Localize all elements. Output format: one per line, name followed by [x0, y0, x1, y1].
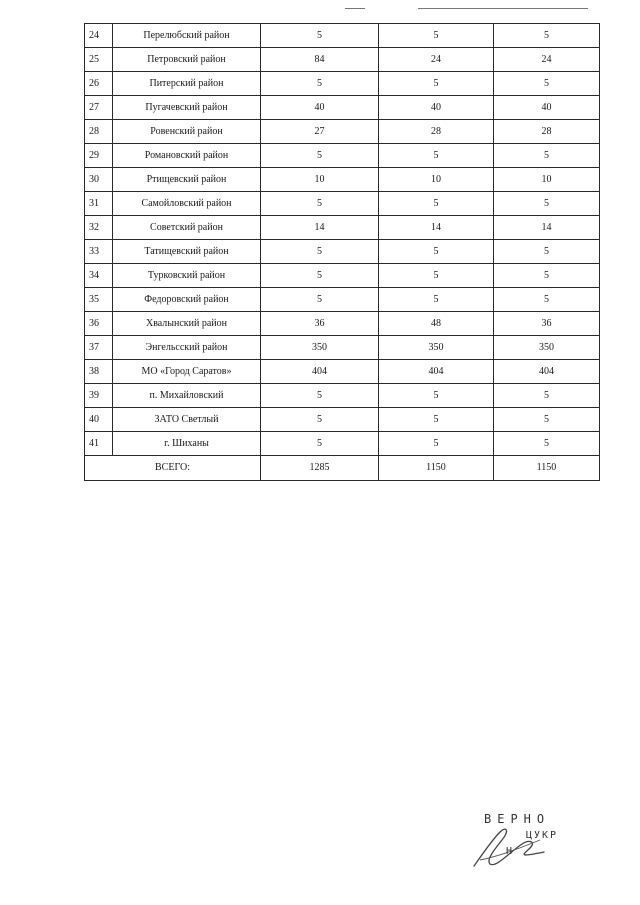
value-col-3: 5 [494, 432, 600, 456]
table-row [85, 288, 600, 312]
value-col-2: 10 [379, 168, 494, 192]
value-col-2: 5 [379, 384, 494, 408]
row-number: 27 [85, 96, 113, 120]
value-col-2: 5 [379, 192, 494, 216]
value-col-3: 10 [494, 168, 600, 192]
value-col-1: 5 [261, 240, 379, 264]
table-row [85, 384, 600, 408]
value-col-3: 24 [494, 48, 600, 72]
district-name: Советский район [113, 216, 261, 240]
value-col-1: 40 [261, 96, 379, 120]
value-col-2: 28 [379, 120, 494, 144]
district-name: г. Шиханы [113, 432, 261, 456]
value-col-2: 350 [379, 336, 494, 360]
table-row [85, 192, 600, 216]
table-row [85, 216, 600, 240]
district-name: МО «Город Саратов» [113, 360, 261, 384]
stamp-verno: ВЕРНО [484, 812, 551, 826]
value-col-1: 5 [261, 432, 379, 456]
value-col-3: 5 [494, 192, 600, 216]
value-col-1: 5 [261, 384, 379, 408]
district-name: п. Михайловский [113, 384, 261, 408]
value-col-2: 24 [379, 48, 494, 72]
value-col-2: 5 [379, 288, 494, 312]
value-col-2: 14 [379, 216, 494, 240]
row-number: 33 [85, 240, 113, 264]
district-name: Питерский район [113, 72, 261, 96]
district-name: ЗАТО Светлый [113, 408, 261, 432]
stamp-line-2: ЦУКР [526, 830, 559, 841]
table-row [85, 360, 600, 384]
value-col-1: 5 [261, 144, 379, 168]
value-col-3: 28 [494, 120, 600, 144]
value-col-2: 5 [379, 408, 494, 432]
total-value-col-1: 1285 [261, 456, 379, 481]
row-number: 26 [85, 72, 113, 96]
table-row [85, 240, 600, 264]
value-col-1: 5 [261, 72, 379, 96]
value-col-1: 350 [261, 336, 379, 360]
table-row [85, 432, 600, 456]
row-number: 35 [85, 288, 113, 312]
value-col-1: 84 [261, 48, 379, 72]
row-number: 37 [85, 336, 113, 360]
row-number: 28 [85, 120, 113, 144]
row-number: 34 [85, 264, 113, 288]
value-col-3: 5 [494, 288, 600, 312]
value-col-3: 5 [494, 264, 600, 288]
district-name: Романовский район [113, 144, 261, 168]
table-row [85, 264, 600, 288]
total-value-col-2: 1150 [379, 456, 494, 481]
table-row [85, 144, 600, 168]
row-number: 38 [85, 360, 113, 384]
row-number: 24 [85, 24, 113, 48]
top-scan-mark-short [345, 8, 365, 9]
district-name: Пугачевский район [113, 96, 261, 120]
value-col-1: 5 [261, 192, 379, 216]
value-col-3: 404 [494, 360, 600, 384]
district-name: Ртищевский район [113, 168, 261, 192]
value-col-1: 14 [261, 216, 379, 240]
value-col-3: 5 [494, 144, 600, 168]
district-name: Татищевский район [113, 240, 261, 264]
table-row [85, 48, 600, 72]
value-col-1: 27 [261, 120, 379, 144]
table-body [85, 24, 600, 481]
row-number: 41 [85, 432, 113, 456]
row-number: 36 [85, 312, 113, 336]
value-col-2: 5 [379, 72, 494, 96]
value-col-3: 14 [494, 216, 600, 240]
district-table [84, 23, 600, 481]
district-name: Ровенский район [113, 120, 261, 144]
verification-stamp [470, 812, 600, 872]
row-number: 25 [85, 48, 113, 72]
district-name: Федоровский район [113, 288, 261, 312]
table-row [85, 96, 600, 120]
row-number: 30 [85, 168, 113, 192]
value-col-3: 36 [494, 312, 600, 336]
value-col-2: 5 [379, 432, 494, 456]
value-col-1: 5 [261, 264, 379, 288]
value-col-2: 404 [379, 360, 494, 384]
value-col-3: 5 [494, 384, 600, 408]
table-row [85, 408, 600, 432]
table-row [85, 72, 600, 96]
value-col-3: 350 [494, 336, 600, 360]
row-number: 31 [85, 192, 113, 216]
district-name: Перелюбский район [113, 24, 261, 48]
table-row [85, 336, 600, 360]
district-name: Энгельсский район [113, 336, 261, 360]
value-col-1: 10 [261, 168, 379, 192]
district-name: Самойловский район [113, 192, 261, 216]
district-name: Хвалынский район [113, 312, 261, 336]
value-col-2: 5 [379, 24, 494, 48]
value-col-1: 36 [261, 312, 379, 336]
district-name: Турковский район [113, 264, 261, 288]
table-row [85, 120, 600, 144]
value-col-3: 5 [494, 72, 600, 96]
stamp-line-3: Н [506, 846, 515, 857]
value-col-2: 5 [379, 240, 494, 264]
table-row [85, 312, 600, 336]
value-col-2: 5 [379, 144, 494, 168]
value-col-1: 5 [261, 24, 379, 48]
row-number: 40 [85, 408, 113, 432]
value-col-2: 40 [379, 96, 494, 120]
value-col-1: 404 [261, 360, 379, 384]
value-col-1: 5 [261, 288, 379, 312]
total-value-col-3: 1150 [494, 456, 600, 481]
top-scan-mark-long [418, 8, 588, 9]
value-col-3: 40 [494, 96, 600, 120]
district-name: Петровский район [113, 48, 261, 72]
value-col-3: 5 [494, 240, 600, 264]
total-label: ВСЕГО: [85, 456, 261, 481]
value-col-3: 5 [494, 408, 600, 432]
value-col-2: 5 [379, 264, 494, 288]
table-row [85, 168, 600, 192]
total-row [85, 456, 600, 481]
value-col-2: 48 [379, 312, 494, 336]
value-col-3: 5 [494, 24, 600, 48]
value-col-1: 5 [261, 408, 379, 432]
row-number: 32 [85, 216, 113, 240]
table-row [85, 24, 600, 48]
row-number: 39 [85, 384, 113, 408]
row-number: 29 [85, 144, 113, 168]
